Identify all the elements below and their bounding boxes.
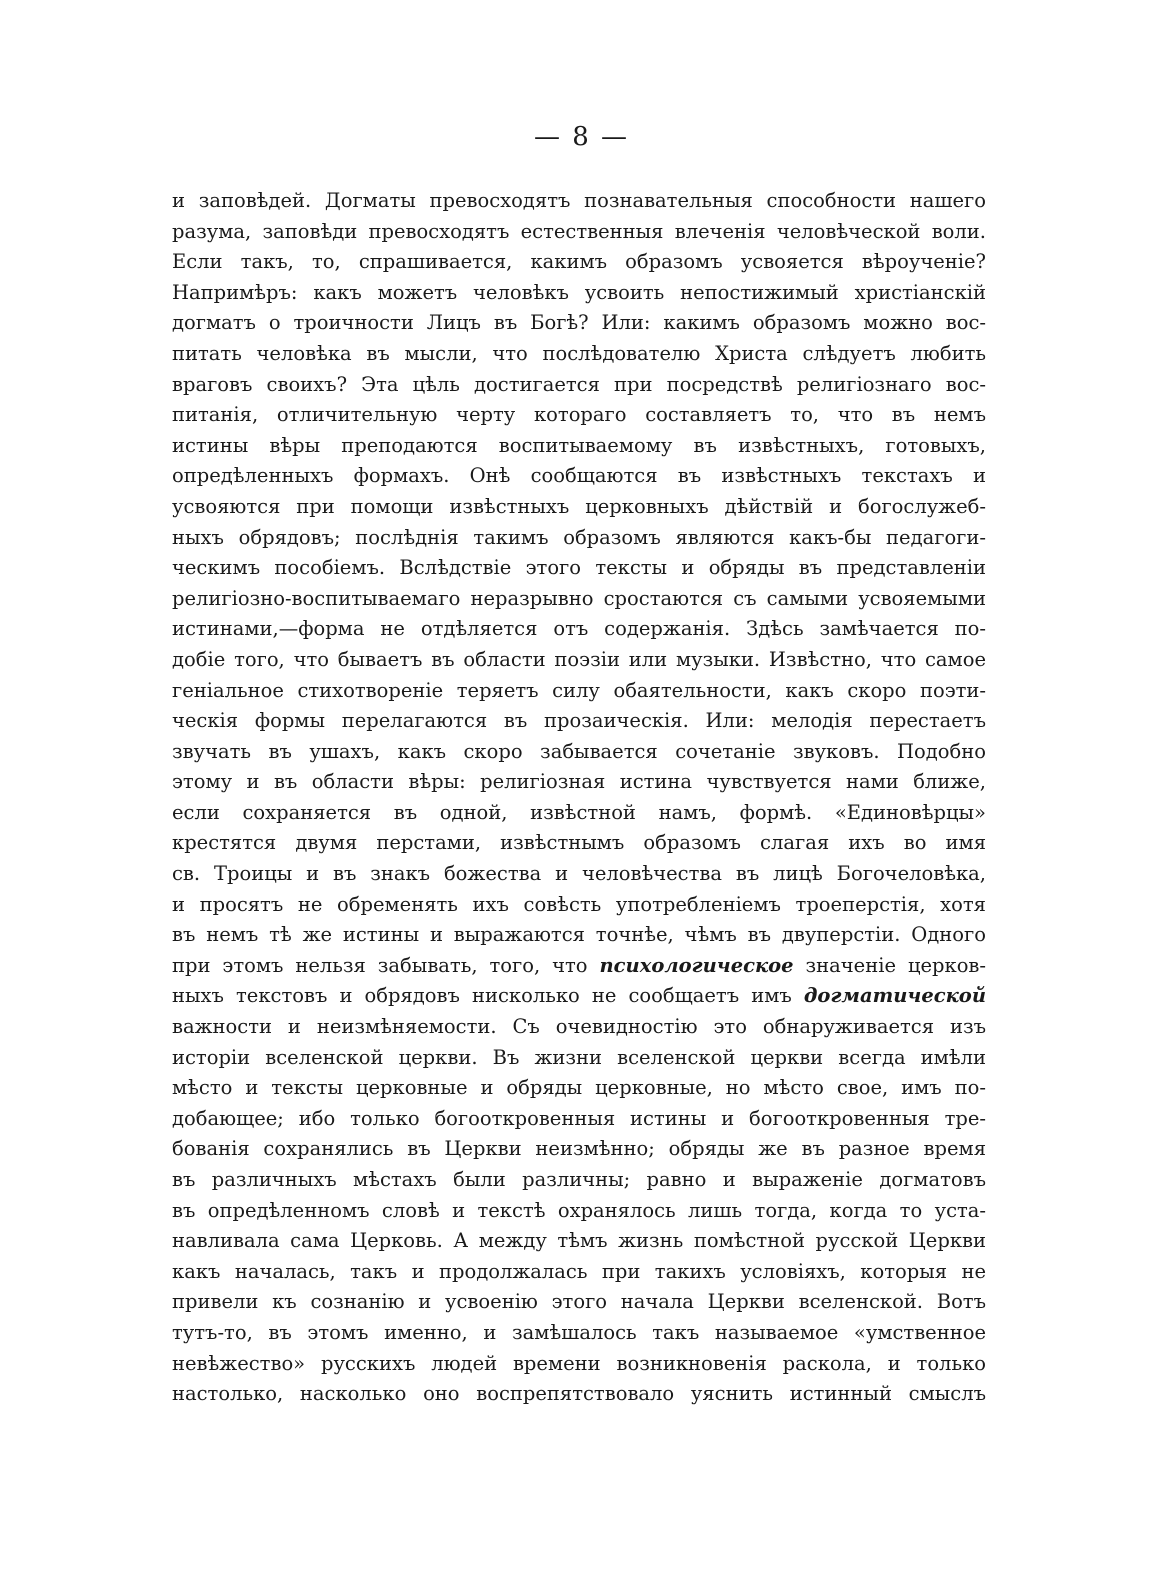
page-number: — 8 —	[533, 122, 630, 152]
line-segment: при этомъ нельзя забывать, того, что	[172, 953, 588, 977]
text-line: если сохраняется въ одной, извѣстной намъ, формѣ. «Единовѣрцы»	[172, 800, 986, 824]
text-line: ческія формы перелагаются въ прозаическія. Или: мелодія перестаетъ	[172, 709, 986, 733]
text-line: крестятся двумя перстами, извѣстнымъ образомъ слагая ихъ во имя	[172, 831, 986, 855]
text-line: тутъ-то, въ этомъ именно, и замѣшалось такъ называемое «умственное	[172, 1320, 986, 1344]
text-line: привели къ сознанію и усвоенію этого начала Церкви вселенской. Вотъ	[172, 1290, 986, 1314]
text-line: ныхъ обрядовъ; послѣднія такимъ образомъ являются какъ-бы педагоги-	[172, 525, 986, 549]
text-line: исторіи вселенской церкви. Въ жизни вселенской церкви всегда имѣли	[172, 1045, 986, 1069]
text-line: мѣсто и тексты церковные и обряды церковные, но мѣсто свое, имъ по-	[172, 1076, 986, 1100]
text-line: звучать въ ушахъ, какъ скоро забывается сочетаніе звуковъ. Подобно	[172, 739, 986, 763]
line-segment: ныхъ текстовъ и обрядовъ нисколько не сообщаетъ имъ	[172, 984, 792, 1008]
text-line: Если такъ, то, спрашивается, какимъ образомъ усвояется вѣроученіе?	[172, 250, 986, 274]
text-line: невѣжество» русскихъ людей времени возникновенія раскола, и только	[172, 1351, 986, 1375]
italic-term-dogmatic: догматической	[803, 984, 986, 1008]
text-line: въ немъ тѣ же истины и выражаются точнѣе, чѣмъ въ двуперстіи. Одного	[172, 923, 986, 947]
text-line: настолько, насколько оно воспрепятствовало уяснить истинный смыслъ	[172, 1382, 986, 1406]
text-line: усвояются при помощи извѣстныхъ церковныхъ дѣйствій и богослужеб-	[172, 494, 986, 518]
text-line: въ различныхъ мѣстахъ были различны; равно и выраженіе догматовъ	[172, 1168, 986, 1191]
text-line: разума, заповѣди превосходятъ естественныя влеченія человѣческой воли.	[172, 219, 986, 243]
text-line: опредѣленныхъ формахъ. Онѣ сообщаются въ извѣстныхъ текстахъ и	[172, 464, 986, 488]
text-line: геніальное стихотвореніе теряетъ силу обаятельности, какъ скоро поэти-	[172, 678, 986, 702]
text-line: ческимъ пособіемъ. Вслѣдствіе этого тексты и обряды въ представленіи	[172, 556, 986, 580]
text-line: важности и неизмѣняемости. Съ очевидностію это обнаруживается изъ	[172, 1015, 986, 1039]
text-line: и просятъ не обременять ихъ совѣсть употребленіемъ троеперстія, хотя	[172, 892, 986, 916]
text-line: навливала сама Церковь. А между тѣмъ жизнь помѣстной русской Церкви	[172, 1229, 986, 1253]
body-text	[172, 186, 986, 1410]
text-line: религіозно-воспитываемаго неразрывно сростаются съ самыми усвояемыми	[172, 586, 986, 610]
text-line: этому и въ области вѣры: религіозная истина чувствуется нами ближе,	[172, 770, 986, 794]
text-line: какъ началась, такъ и продолжалась при такихъ условіяхъ, которыя не	[172, 1259, 986, 1283]
text-line: добающее; ибо только богооткровенныя истины и богооткровенныя тре-	[172, 1106, 986, 1130]
text-line: питать человѣка въ мысли, что послѣдователю Христа слѣдуетъ любить	[172, 341, 986, 365]
text-line: и заповѣдей. Догматы превосходятъ познавательныя способности нашего	[172, 189, 986, 212]
text-line-with-italic	[172, 951, 986, 982]
text-line: истины вѣры преподаются воспитываемому въ извѣстныхъ, готовыхъ,	[172, 433, 986, 457]
text-line: добіе того, что бываетъ въ области поэзіи или музыки. Извѣстно, что самое	[172, 647, 986, 671]
text-line: въ опредѣленномъ словѣ и текстѣ охранялось лишь тогда, когда то уста-	[172, 1198, 986, 1222]
text-line: св. Троицы и въ знакъ божества и человѣчества въ лицѣ Богочеловѣка,	[172, 862, 986, 886]
text-line: догматъ о троичности Лицъ въ Богѣ? Или: какимъ образомъ можно вос-	[172, 311, 986, 335]
text-line: бованія сохранялись въ Церкви неизмѣнно; обряды же въ разное время	[172, 1137, 986, 1161]
line-segment: значеніе церков-	[793, 953, 986, 977]
text-line: Напримѣръ: какъ можетъ человѣкъ усвоить непостижимый христіанскій	[172, 280, 986, 304]
text-line: враговъ своихъ? Эта цѣль достигается при посредствѣ религіознаго вос-	[172, 372, 986, 396]
text-line: питанія, отличительную черту котораго составляетъ то, что въ немъ	[172, 403, 986, 427]
italic-term-psychological: психологическое	[599, 953, 794, 977]
text-line: истинами,—форма не отдѣляется отъ содержанія. Здѣсь замѣчается по-	[172, 617, 986, 641]
text-line-with-italic	[172, 981, 986, 1012]
